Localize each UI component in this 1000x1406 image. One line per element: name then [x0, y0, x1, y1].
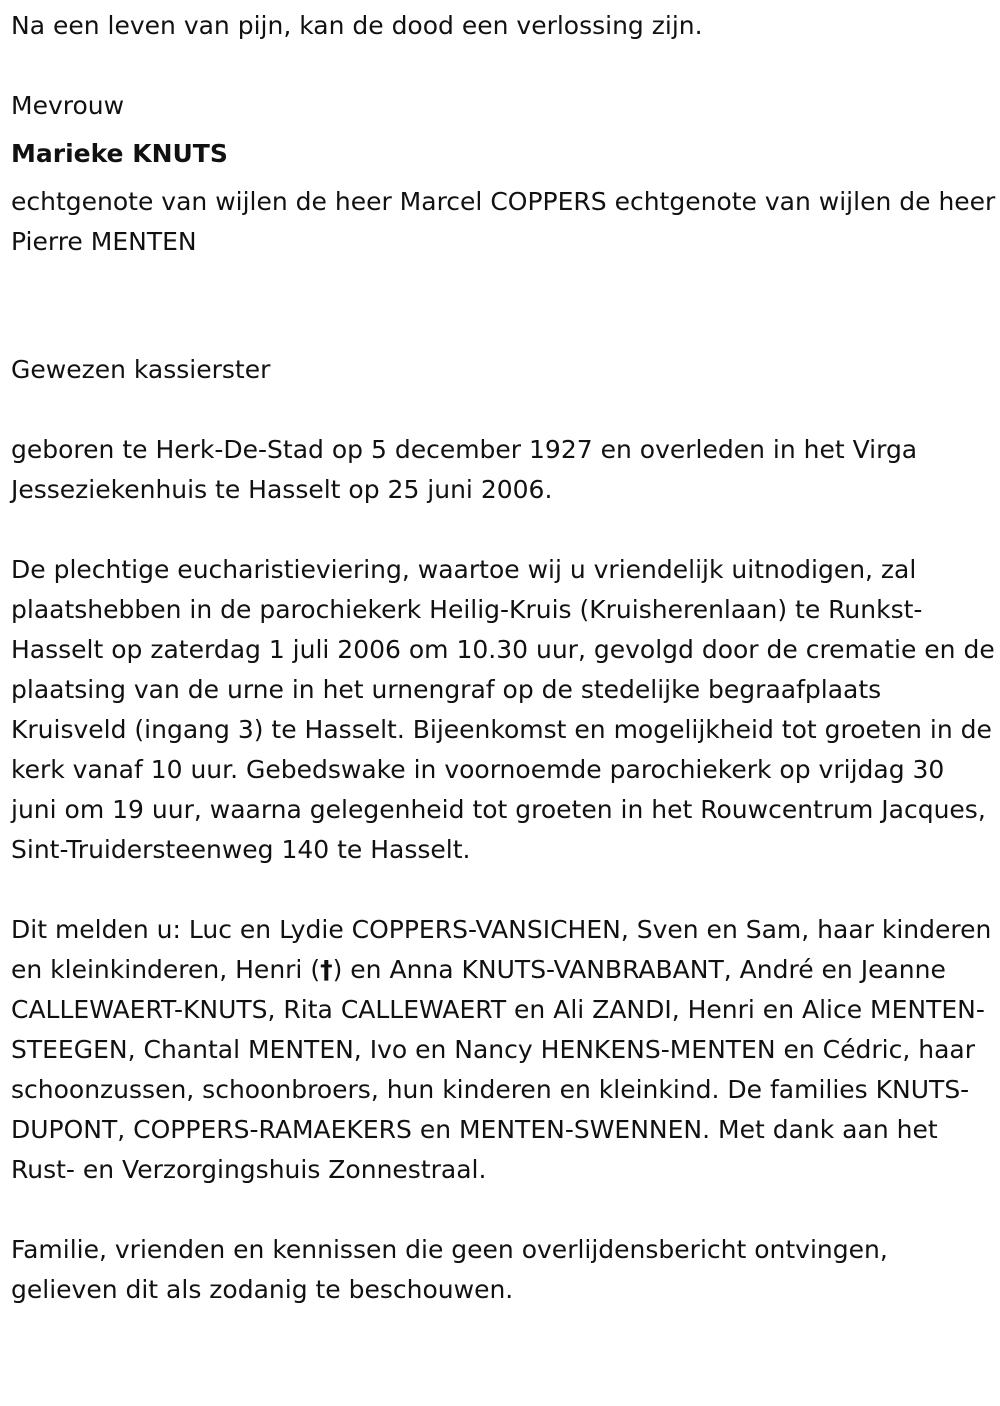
honorific-title: Mevrouw: [11, 91, 125, 120]
spouse-info: echtgenote van wijlen de heer Marcel COPPERS echtgenote van wijlen de heer Pierre MENTEN: [11, 187, 996, 256]
obituary-document: [11, 6, 996, 1310]
birth-death-info: geboren te Herk-De-Stad op 5 december 1927 en overleden in het Virga Jesseziekenhuis te Hasselt op 25 juni 2006.: [11, 435, 918, 504]
family-text-part-2: ) en Anna KNUTS-VANBRABANT, André en Jeanne CALLEWAERT-KNUTS, Rita CALLEWAERT en Ali ZANDI, Henri en Alice MENTEN-STEEGEN, Chantal MENTEN, Ivo en Nancy HENKENS-MENTEN en Cédric, haar schoonzussen, schoonbroers, hun kinderen en kleinkind. De families KNUTS-DUPONT, COPPERS-RAMAEKERS en MENTEN-SWENNEN. Met dank aan het Rust- en Verzorgingshuis Zonnestraal.: [11, 955, 985, 1184]
family-announcement: [11, 910, 996, 1190]
cross-icon: †: [320, 955, 333, 984]
motto: Na een leven van pijn, kan de dood een verlossing zijn.: [11, 11, 703, 40]
family-text-part-1: Dit melden u: Luc en Lydie COPPERS-VANSICHEN, Sven en Sam, haar kinderen en kleinkinderen, Henri (: [11, 915, 992, 984]
closing-note: Familie, vrienden en kennissen die geen overlijdensbericht ontvingen, gelieven dit als zodanig te beschouwen.: [11, 1235, 888, 1304]
ceremony-info: De plechtige eucharistieviering, waartoe wij u vriendelijk uitnodigen, zal plaatshebben in de parochiekerk Heilig-Kruis (Kruisherenlaan) te Runkst-Hasselt op zaterdag 1 juli 2006 om 10.30 uur, gevolgd door de crematie en de plaatsing van de urne in het urnengraf op de stedelijke begraafplaats Kruisveld (ingang 3) te Hasselt. Bijeenkomst en mogelijkheid tot groeten in de kerk vanaf 10 uur. Gebedswake in voornoemde parochiekerk op vrijdag 30 juni om 19 uur, waarna gelegenheid tot groeten in het Rouwcentrum Jacques, Sint-Truidersteenweg 140 te Hasselt.: [11, 555, 995, 864]
deceased-name: Marieke KNUTS: [11, 139, 228, 168]
occupation: Gewezen kassierster: [11, 355, 271, 384]
